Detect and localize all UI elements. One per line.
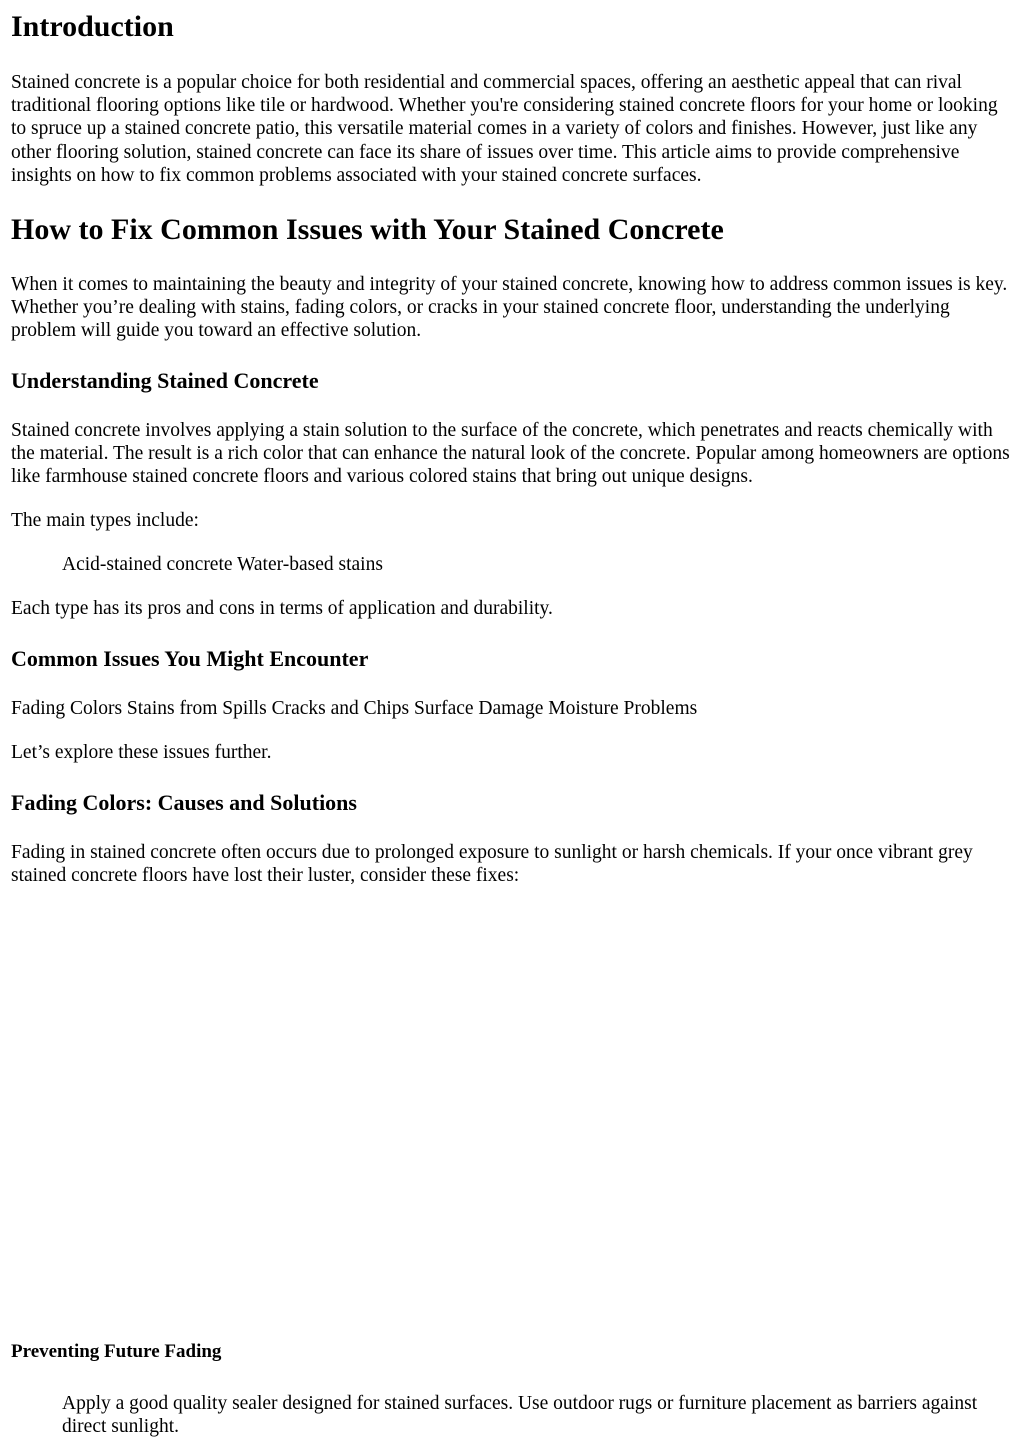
howto-heading: How to Fix Common Issues with Your Stained Concrete [11,213,724,246]
preventing-list: Apply a good quality sealer designed for stained surfaces. Use outdoor rugs or furniture placement as barriers against direct sunlight. [62,1393,978,1438]
issues-outro: Let’s explore these issues further. [11,742,272,763]
issues-list: Fading Colors Stains from Spills Cracks and Chips Surface Damage Moisture Problems [11,698,698,719]
howto-paragraph: When it comes to maintaining the beauty and integrity of your stained concrete, knowing how to address common issues is key. Whether you’re dealing with stains, fading colors, or cracks in your stained concrete floor, understanding the underlying problem will guide you toward an effective solution. [11,274,1008,342]
intro-heading: Introduction [11,10,174,43]
fading-heading: Fading Colors: Causes and Solutions [11,790,357,815]
intro-paragraph: Stained concrete is a popular choice for both residential and commercial spaces, offering an aesthetic appeal that can rival traditional flooring options like tile or hardwood. Whether you're considering stained concrete floors for your home or looking to spruce up a stained concrete patio, this versatile material comes in a variety of colors and finishes. However, just like any other flooring solution, stained concrete can face its share of issues over time. This article aims to provide comprehensive insights on how to fix common problems associated with your stained concrete surfaces. [11,72,998,186]
types-intro: The main types include: [11,510,199,531]
fading-paragraph: Fading in stained concrete often occurs due to prolonged exposure to sunlight or harsh chemicals. If your once vibrant grey stained concrete floors have lost their luster, consider these fixes: [11,842,973,887]
issues-heading: Common Issues You Might Encounter [11,646,369,671]
types-list: Acid-stained concrete Water-based stains [62,554,383,575]
understanding-paragraph: Stained concrete involves applying a stain solution to the surface of the concrete, which penetrates and reacts chemically with the material. The result is a rich color that can enhance the natural look of the concrete. Popular among homeowners are options like farmhouse stained concrete floors and various colored stains that bring out unique designs. [11,420,1010,488]
understanding-heading: Understanding Stained Concrete [11,368,319,393]
types-outro: Each type has its pros and cons in terms of application and durability. [11,598,553,619]
preventing-heading: Preventing Future Fading [11,1341,222,1362]
